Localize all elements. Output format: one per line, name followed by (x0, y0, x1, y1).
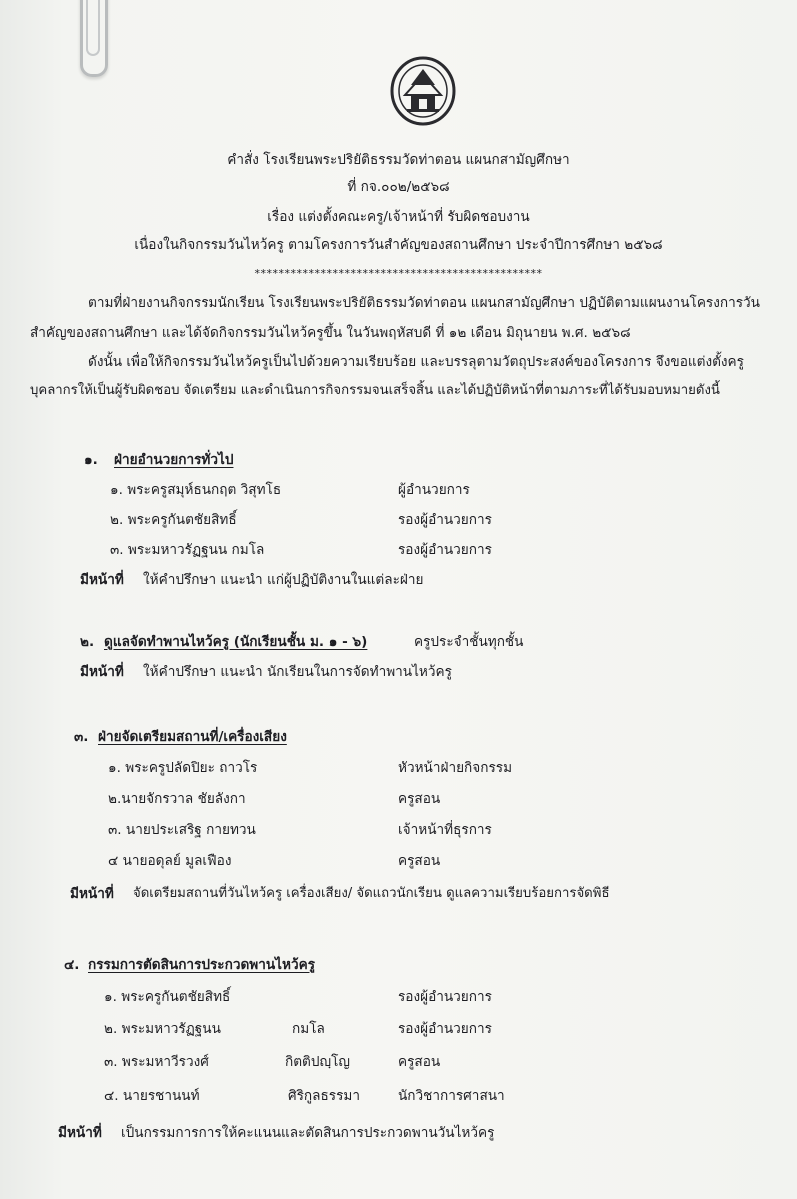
section-1-title: ฝ่ายอำนวยการทั่วไป (114, 452, 234, 468)
section-2-duty-label: มีหน้าที่ (80, 664, 124, 680)
section-3-member-1-name: ๑. พระครูปลัดปิยะ ถาวโร (108, 760, 258, 776)
section-3-member-2-role: ครูสอน (398, 791, 441, 807)
order-line: คำสั่ง โรงเรียนพระปริยัติธรรมวัดท่าตอน แผนกสามัญศึกษา (227, 152, 570, 168)
section-3-duty-text: จัดเตรียมสถานที่วันไหว้ครู เครื่องเสียง/ จัดแถวนักเรียน ดูแลความเรียบร้อยการจัดพิธี (133, 886, 610, 901)
section-2-duty-text: ให้คำปรึกษา แนะนำ นักเรียนในการจัดทำพานไหว้ครู (143, 664, 452, 680)
section-4-number: ๔. (64, 957, 80, 973)
intro-paragraph-2-line-2: บุคลากรให้เป็นผู้รับผิดชอบ จัดเตรียม และดำเนินการกิจกรรมจนเสร็จสิ้น และได้ปฏิบัติหน้าที่ตามภาระที่ได้รับมอบหมายดังนี้ (30, 383, 720, 398)
section-3-duty-label: มีหน้าที่ (70, 886, 114, 902)
school-seal-icon (389, 55, 457, 127)
section-3-number: ๓. (74, 729, 89, 745)
section-1-number: ๑. (84, 452, 98, 468)
section-4-member-3-role: ครูสอน (398, 1054, 441, 1070)
intro-paragraph-1-line-1: ตามที่ฝ่ายงานกิจกรรมนักเรียน โรงเรียนพระปริยัติธรรมวัดท่าตอน แผนกสามัญศึกษา ปฏิบัติตามแผนงานโครงการวัน (88, 295, 760, 311)
section-4-member-1-role: รองผู้อำนวยการ (398, 989, 492, 1005)
section-4-member-1-name: ๑. พระครูกันตชัยสิทธิ์ (104, 989, 231, 1005)
section-1-member-1-name: ๑. พระครูสมุห์ธนกฤต วิสุทโธ (110, 482, 282, 498)
paper-clip-inner (86, 0, 100, 56)
section-1-member-2-name: ๒. พระครูกันตชัยสิทธิ์ (110, 512, 237, 528)
section-4-duty-label: มีหน้าที่ (58, 1125, 102, 1141)
section-2-tail: ครูประจำชั้นทุกชั้น (414, 634, 524, 650)
section-2-number: ๒. (80, 634, 95, 650)
section-4-member-3-name: ๓. พระมหาวีรวงศ์ (104, 1054, 209, 1070)
separator-line: ************************************************ (254, 267, 543, 280)
section-1-member-2-role: รองผู้อำนวยการ (398, 512, 492, 528)
section-3-member-4-role: ครูสอน (398, 853, 441, 869)
section-4-member-3-surname: กิตติปญฺโญ (285, 1054, 350, 1070)
section-1-duty-text: ให้คำปรึกษา แนะนำ แก่ผู้ปฏิบัติงานในแต่ละฝ่าย (143, 572, 424, 588)
section-4-member-4-role: นักวิชาการศาสนา (398, 1088, 505, 1104)
section-4-member-2-surname: กมโล (292, 1021, 325, 1037)
section-3-member-3-name: ๓. นายประเสริฐ กายทวน (108, 822, 256, 838)
section-3-member-3-role: เจ้าหน้าที่ธุรการ (398, 822, 492, 838)
section-4-title: กรรมการตัดสินการประกวดพานไหว้ครู (88, 957, 316, 973)
section-1-member-1-role: ผู้อำนวยการ (398, 482, 470, 498)
intro-paragraph-2-line-1: ดังนั้น เพื่อให้กิจกรรมวันไหว้ครูเป็นไปด้วยความเรียบร้อย และบรรลุตามวัตถุประสงค์ของโครงการ จึงขอแต่งตั้งครู (88, 354, 744, 370)
section-4-member-4-surname: ศิริกูลธรรมา (288, 1088, 360, 1104)
section-2-title: ดูแลจัดทำพานไหว้ครู (นักเรียนชั้น ม. ๑ - ๖) (104, 634, 368, 650)
section-4-member-2-role: รองผู้อำนวยการ (398, 1021, 492, 1037)
section-1-duty-label: มีหน้าที่ (80, 572, 124, 588)
section-1-member-3-name: ๓. พระมหาวรัฏฐนน กมโล (110, 542, 265, 558)
intro-paragraph-1-line-2: สำคัญของสถานศึกษา และได้จัดกิจกรรมวันไหว้ครูขึ้น ในวันพฤหัสบดี ที่ ๑๒ เดือน มิถุนายน พ.ศ. ๒๕๖๘ (30, 325, 631, 341)
section-4-member-2-name: ๒. พระมหาวรัฏฐนน (104, 1021, 221, 1037)
section-3-member-4-name: ๔ นายอดุลย์ มูลเฟือง (108, 853, 232, 869)
section-4-member-4-name: ๔. นายรชานนท์ (104, 1088, 200, 1104)
order-number: ที่ กจ.๐๐๒/๒๕๖๘ (347, 179, 450, 195)
subject-line: เรื่อง แต่งตั้งคณะครู/เจ้าหน้าที่ รับผิดชอบงาน (267, 209, 530, 225)
section-3-member-2-name: ๒.นายจักรวาล ชัยลังกา (108, 791, 246, 807)
section-1-member-3-role: รองผู้อำนวยการ (398, 542, 492, 558)
context-line: เนื่องในกิจกรรมวันไหว้ครู ตามโครงการวันสำคัญของสถานศึกษา ประจำปีการศึกษา ๒๕๖๘ (134, 237, 663, 253)
section-4-duty-text: เป็นกรรมการการให้คะแนนและตัดสินการประกวดพานวันไหว้ครู (121, 1125, 495, 1141)
section-3-title: ฝ่ายจัดเตรียมสถานที่/เครื่องเสียง (98, 729, 287, 745)
section-3-member-1-role: หัวหน้าฝ่ายกิจกรรม (398, 760, 513, 776)
